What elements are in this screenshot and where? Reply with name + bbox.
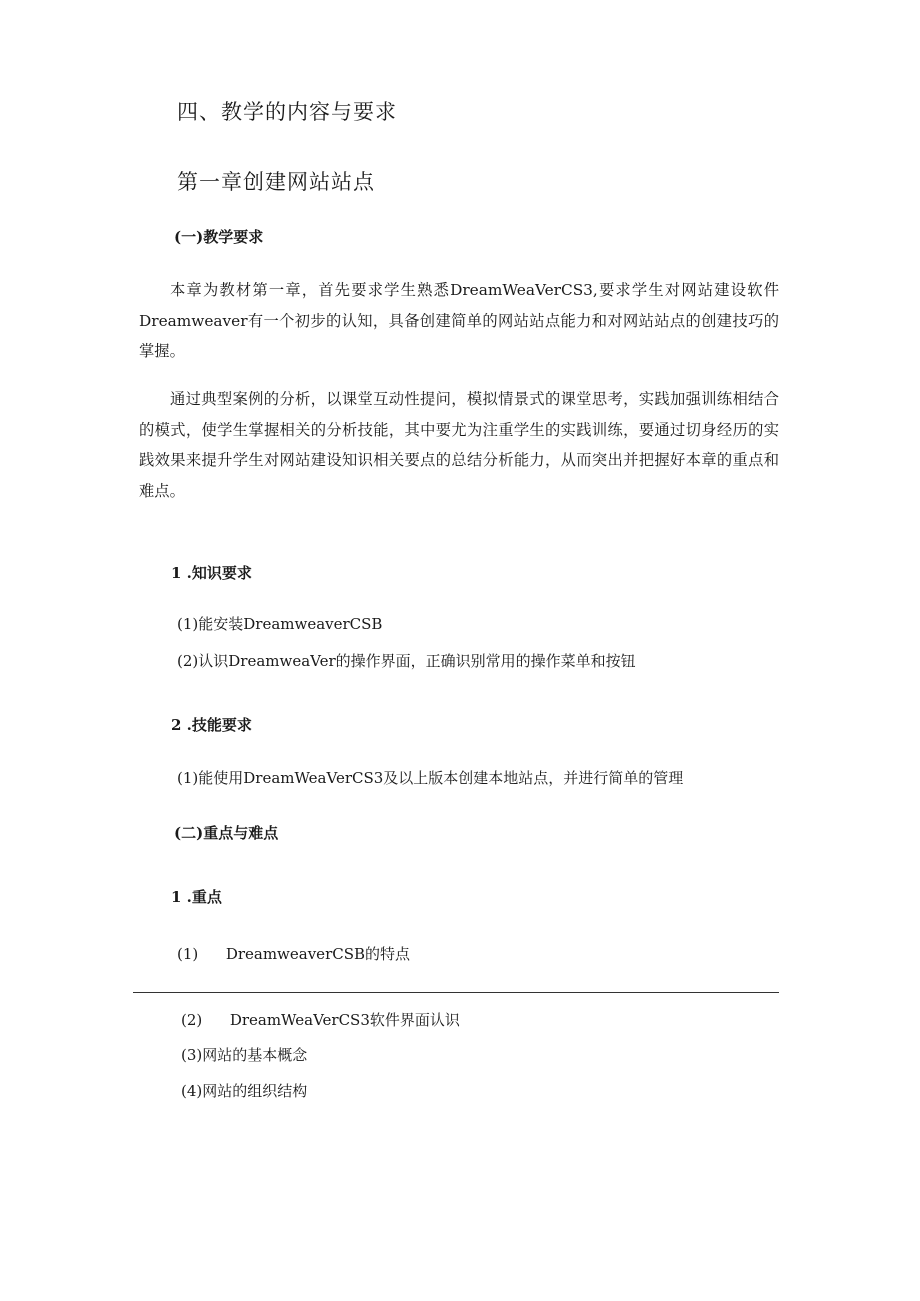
knowledge-item-1: (1)能安装DreamweaverCSB [177, 615, 383, 633]
key-point-item-2 [181, 1009, 460, 1030]
knowledge-item-2: (2)认识DreamweaVer的操作界面，正确识别常用的操作菜单和按钮 [177, 652, 636, 670]
knowledge-heading: 1 .知识要求 [171, 564, 252, 582]
key-point-text: DreamWeaVerCS3软件界面认识 [229, 1011, 460, 1029]
skills-heading: 2 .技能要求 [171, 716, 252, 734]
key-point-item-4: (4)网站的组织结构 [181, 1082, 308, 1100]
page-divider [133, 992, 779, 993]
key-points-subheading: 1 .重点 [171, 888, 222, 906]
key-point-item-1 [177, 943, 410, 964]
chapter-title: 第一章创建网站站点 [177, 170, 375, 194]
teaching-requirements-heading: (一)教学要求 [174, 228, 264, 246]
key-points-heading: (二)重点与难点 [174, 824, 279, 842]
method-paragraph: 通过典型案例的分析，以课堂互动性提问，模拟情景式的课堂思考，实践加强训练相结合的模式，使学生掌握相关的分析技能，其中要尤为注重学生的实践训练，要通过切身经历的实践效果来提升学生对网站建设知识相关要点的总结分析能力，从而突出并把握好本章的重点和难点。 [139, 390, 779, 500]
key-point-text: DreamweaverCSB的特点 [225, 945, 411, 963]
key-point-number: (1) [177, 945, 199, 963]
key-point-item-3: (3)网站的基本概念 [181, 1046, 308, 1064]
key-point-number: (2) [181, 1011, 203, 1029]
skills-item-1: (1)能使用DreamWeaVerCS3及以上版本创建本地站点，并进行简单的管理 [177, 769, 684, 787]
intro-paragraph: 本章为教材第一章，首先要求学生熟悉DreamWeaVerCS3,要求学生对网站建设软件Dreamweaver有一个初步的认知，具备创建简单的网站站点能力和对网站站点的创建技巧的掌握。 [139, 281, 779, 360]
section-title: 四、教学的内容与要求 [177, 100, 397, 124]
